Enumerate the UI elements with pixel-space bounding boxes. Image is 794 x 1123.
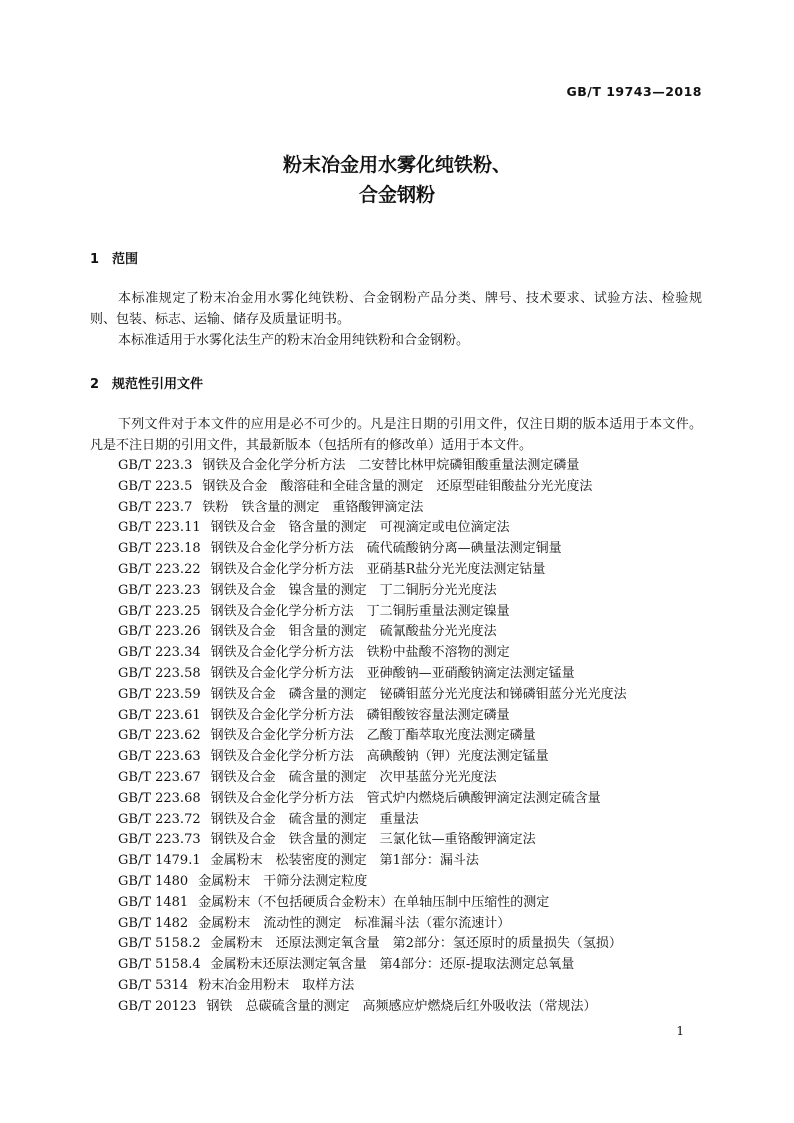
reference-item bbox=[118, 706, 627, 727]
reference-item bbox=[118, 976, 627, 997]
reference-code: GB/T 1482 bbox=[118, 915, 189, 931]
reference-code: GB/T 5314 bbox=[118, 977, 189, 993]
section-2-title: 规范性引用文件 bbox=[112, 377, 204, 392]
reference-item bbox=[118, 622, 627, 643]
reference-code: GB/T 223.34 bbox=[118, 645, 201, 661]
reference-title: 金属粉末 干筛分法测定粒度 bbox=[198, 873, 368, 889]
reference-title: 钢铁及合金化学分析方法 铁粉中盐酸不溶物的测定 bbox=[210, 645, 510, 661]
reference-code: GB/T 223.26 bbox=[118, 624, 201, 640]
reference-title: 钢铁及合金化学分析方法 硫代硫酸钠分离—碘量法测定铜量 bbox=[210, 541, 562, 557]
reference-code: GB/T 223.25 bbox=[118, 603, 201, 619]
page-number: 1 bbox=[676, 1024, 684, 1038]
reference-item bbox=[118, 685, 627, 706]
reference-code: GB/T 223.7 bbox=[118, 499, 193, 515]
reference-title: 钢铁及合金 酸溶硅和全硅含量的测定 还原型硅钼酸盐分光光度法 bbox=[202, 478, 593, 494]
reference-title: 金属粉末（不包括硬质合金粉末）在单轴压制中压缩性的测定 bbox=[198, 894, 550, 910]
section-1-number: 1 bbox=[90, 252, 100, 267]
reference-item bbox=[118, 726, 627, 747]
reference-item bbox=[118, 997, 627, 1018]
reference-code: GB/T 223.67 bbox=[118, 769, 201, 785]
reference-item bbox=[118, 934, 627, 955]
section-2-heading bbox=[90, 373, 203, 392]
reference-code: GB/T 223.58 bbox=[118, 665, 201, 681]
reference-item bbox=[118, 810, 627, 831]
reference-item bbox=[118, 498, 627, 519]
reference-title: 钢铁及合金 镍含量的测定 丁二铜肟分光光度法 bbox=[210, 582, 497, 598]
reference-code: GB/T 1479.1 bbox=[118, 853, 201, 869]
reference-code: GB/T 223.72 bbox=[118, 811, 201, 827]
reference-code: GB/T 1480 bbox=[118, 873, 189, 889]
reference-item bbox=[118, 768, 627, 789]
reference-item bbox=[118, 539, 627, 560]
reference-title: 钢铁及合金化学分析方法 亚硝基R盐分光光度法测定钴量 bbox=[210, 561, 546, 577]
reference-code: GB/T 223.5 bbox=[118, 478, 193, 494]
reference-item bbox=[118, 643, 627, 664]
reference-code: GB/T 223.18 bbox=[118, 541, 201, 557]
reference-title: 钢铁及合金化学分析方法 丁二铜肟重量法测定镍量 bbox=[210, 603, 510, 619]
section-1-paragraph-1: 本标准规定了粉末冶金用水雾化纯铁粉、合金钢粉产品分类、牌号、技术要求、试验方法、检验规则、包装、标志、运输、储存及质量证明书。 bbox=[90, 291, 702, 327]
reference-title: 金属粉末 流动性的测定 标准漏斗法（霍尔流速计） bbox=[198, 915, 511, 931]
reference-code: GB/T 223.73 bbox=[118, 832, 201, 848]
reference-code: GB/T 223.62 bbox=[118, 728, 201, 744]
section-1-heading bbox=[90, 248, 138, 267]
document-title bbox=[0, 150, 794, 210]
reference-item bbox=[118, 664, 627, 685]
reference-code: GB/T 223.3 bbox=[118, 458, 193, 473]
reference-item bbox=[118, 789, 627, 810]
reference-title: 钢铁 总碳硫含量的测定 高频感应炉燃烧后红外吸收法（常规法） bbox=[206, 998, 597, 1014]
reference-title: 钢铁及合金化学分析方法 高碘酸钠（钾）光度法测定锰量 bbox=[210, 749, 549, 765]
reference-code: GB/T 223.59 bbox=[118, 686, 201, 702]
section-1-title: 范围 bbox=[112, 252, 139, 267]
reference-code: GB/T 223.23 bbox=[118, 582, 201, 598]
normative-references-list bbox=[118, 456, 627, 1018]
reference-code: GB/T 223.63 bbox=[118, 749, 201, 765]
reference-title: 钢铁及合金 磷含量的测定 铋磷钼蓝分光光度法和锑磷钼蓝分光光度法 bbox=[210, 686, 627, 702]
reference-title: 金属粉末还原法测定氧含量 第4部分：还原-提取法测定总氧量 bbox=[210, 957, 575, 973]
reference-item bbox=[118, 456, 627, 477]
reference-title: 钢铁及合金 铬含量的测定 可视滴定或电位滴定法 bbox=[210, 520, 510, 536]
reference-item bbox=[118, 872, 627, 893]
reference-code: GB/T 1481 bbox=[118, 894, 189, 910]
reference-title: 钢铁及合金 钼含量的测定 硫氰酸盐分光光度法 bbox=[210, 624, 497, 640]
reference-title: 钢铁及合金化学分析方法 二安替比林甲烷磷钼酸重量法测定磷量 bbox=[202, 458, 580, 473]
reference-title: 钢铁及合金化学分析方法 管式炉内燃烧后碘酸钾滴定法测定硫含量 bbox=[210, 790, 601, 806]
section-2-number: 2 bbox=[90, 377, 100, 392]
reference-item bbox=[118, 518, 627, 539]
reference-item bbox=[118, 477, 627, 498]
reference-item bbox=[118, 581, 627, 602]
reference-item bbox=[118, 955, 627, 976]
reference-item bbox=[118, 830, 627, 851]
title-line-1: 粉末冶金用水雾化纯铁粉、 bbox=[282, 154, 511, 176]
reference-title: 钢铁及合金化学分析方法 磷钼酸铵容量法测定磷量 bbox=[210, 707, 510, 723]
reference-code: GB/T 223.61 bbox=[118, 707, 201, 723]
reference-code: GB/T 223.22 bbox=[118, 561, 201, 577]
reference-item bbox=[118, 560, 627, 581]
reference-code: GB/T 20123 bbox=[118, 998, 197, 1014]
reference-title: 钢铁及合金 硫含量的测定 重量法 bbox=[210, 811, 419, 827]
reference-item bbox=[118, 747, 627, 768]
reference-code: GB/T 223.68 bbox=[118, 790, 201, 806]
reference-title: 钢铁及合金 铁含量的测定 三氯化钛—重铬酸钾滴定法 bbox=[210, 832, 536, 848]
reference-title: 粉末冶金用粉末 取样方法 bbox=[198, 977, 355, 993]
reference-item bbox=[118, 851, 627, 872]
title-line-2: 合金钢粉 bbox=[358, 184, 435, 206]
reference-title: 钢铁及合金 硫含量的测定 次甲基蓝分光光度法 bbox=[210, 769, 497, 785]
reference-title: 钢铁及合金化学分析方法 亚砷酸钠—亚硝酸钠滴定法测定锰量 bbox=[210, 665, 575, 681]
standard-code: GB/T 19743—2018 bbox=[566, 84, 702, 99]
reference-code: GB/T 223.11 bbox=[118, 520, 201, 536]
reference-title: 金属粉末 还原法测定氧含量 第2部分：氢还原时的质量损失（氢损） bbox=[210, 936, 622, 952]
reference-item bbox=[118, 893, 627, 914]
reference-code: GB/T 5158.4 bbox=[118, 957, 201, 973]
section-1-paragraph-2: 本标准适用于水雾化法生产的粉末冶金用纯铁粉和合金钢粉。 bbox=[118, 333, 470, 348]
reference-title: 金属粉末 松装密度的测定 第1部分：漏斗法 bbox=[210, 853, 479, 869]
reference-title: 钢铁及合金化学分析方法 乙酸丁酯萃取光度法测定磷量 bbox=[210, 728, 536, 744]
reference-item bbox=[118, 914, 627, 935]
section-2-paragraph-1: 下列文件对于本文件的应用是必不可少的。凡是注日期的引用文件，仅注日期的版本适用于本文件。凡是不注日期的引用文件，其最新版本（包括所有的修改单）适用于本文件。 bbox=[90, 417, 702, 453]
reference-code: GB/T 5158.2 bbox=[118, 936, 201, 952]
reference-item bbox=[118, 602, 627, 623]
reference-title: 铁粉 铁含量的测定 重铬酸钾滴定法 bbox=[202, 499, 424, 515]
